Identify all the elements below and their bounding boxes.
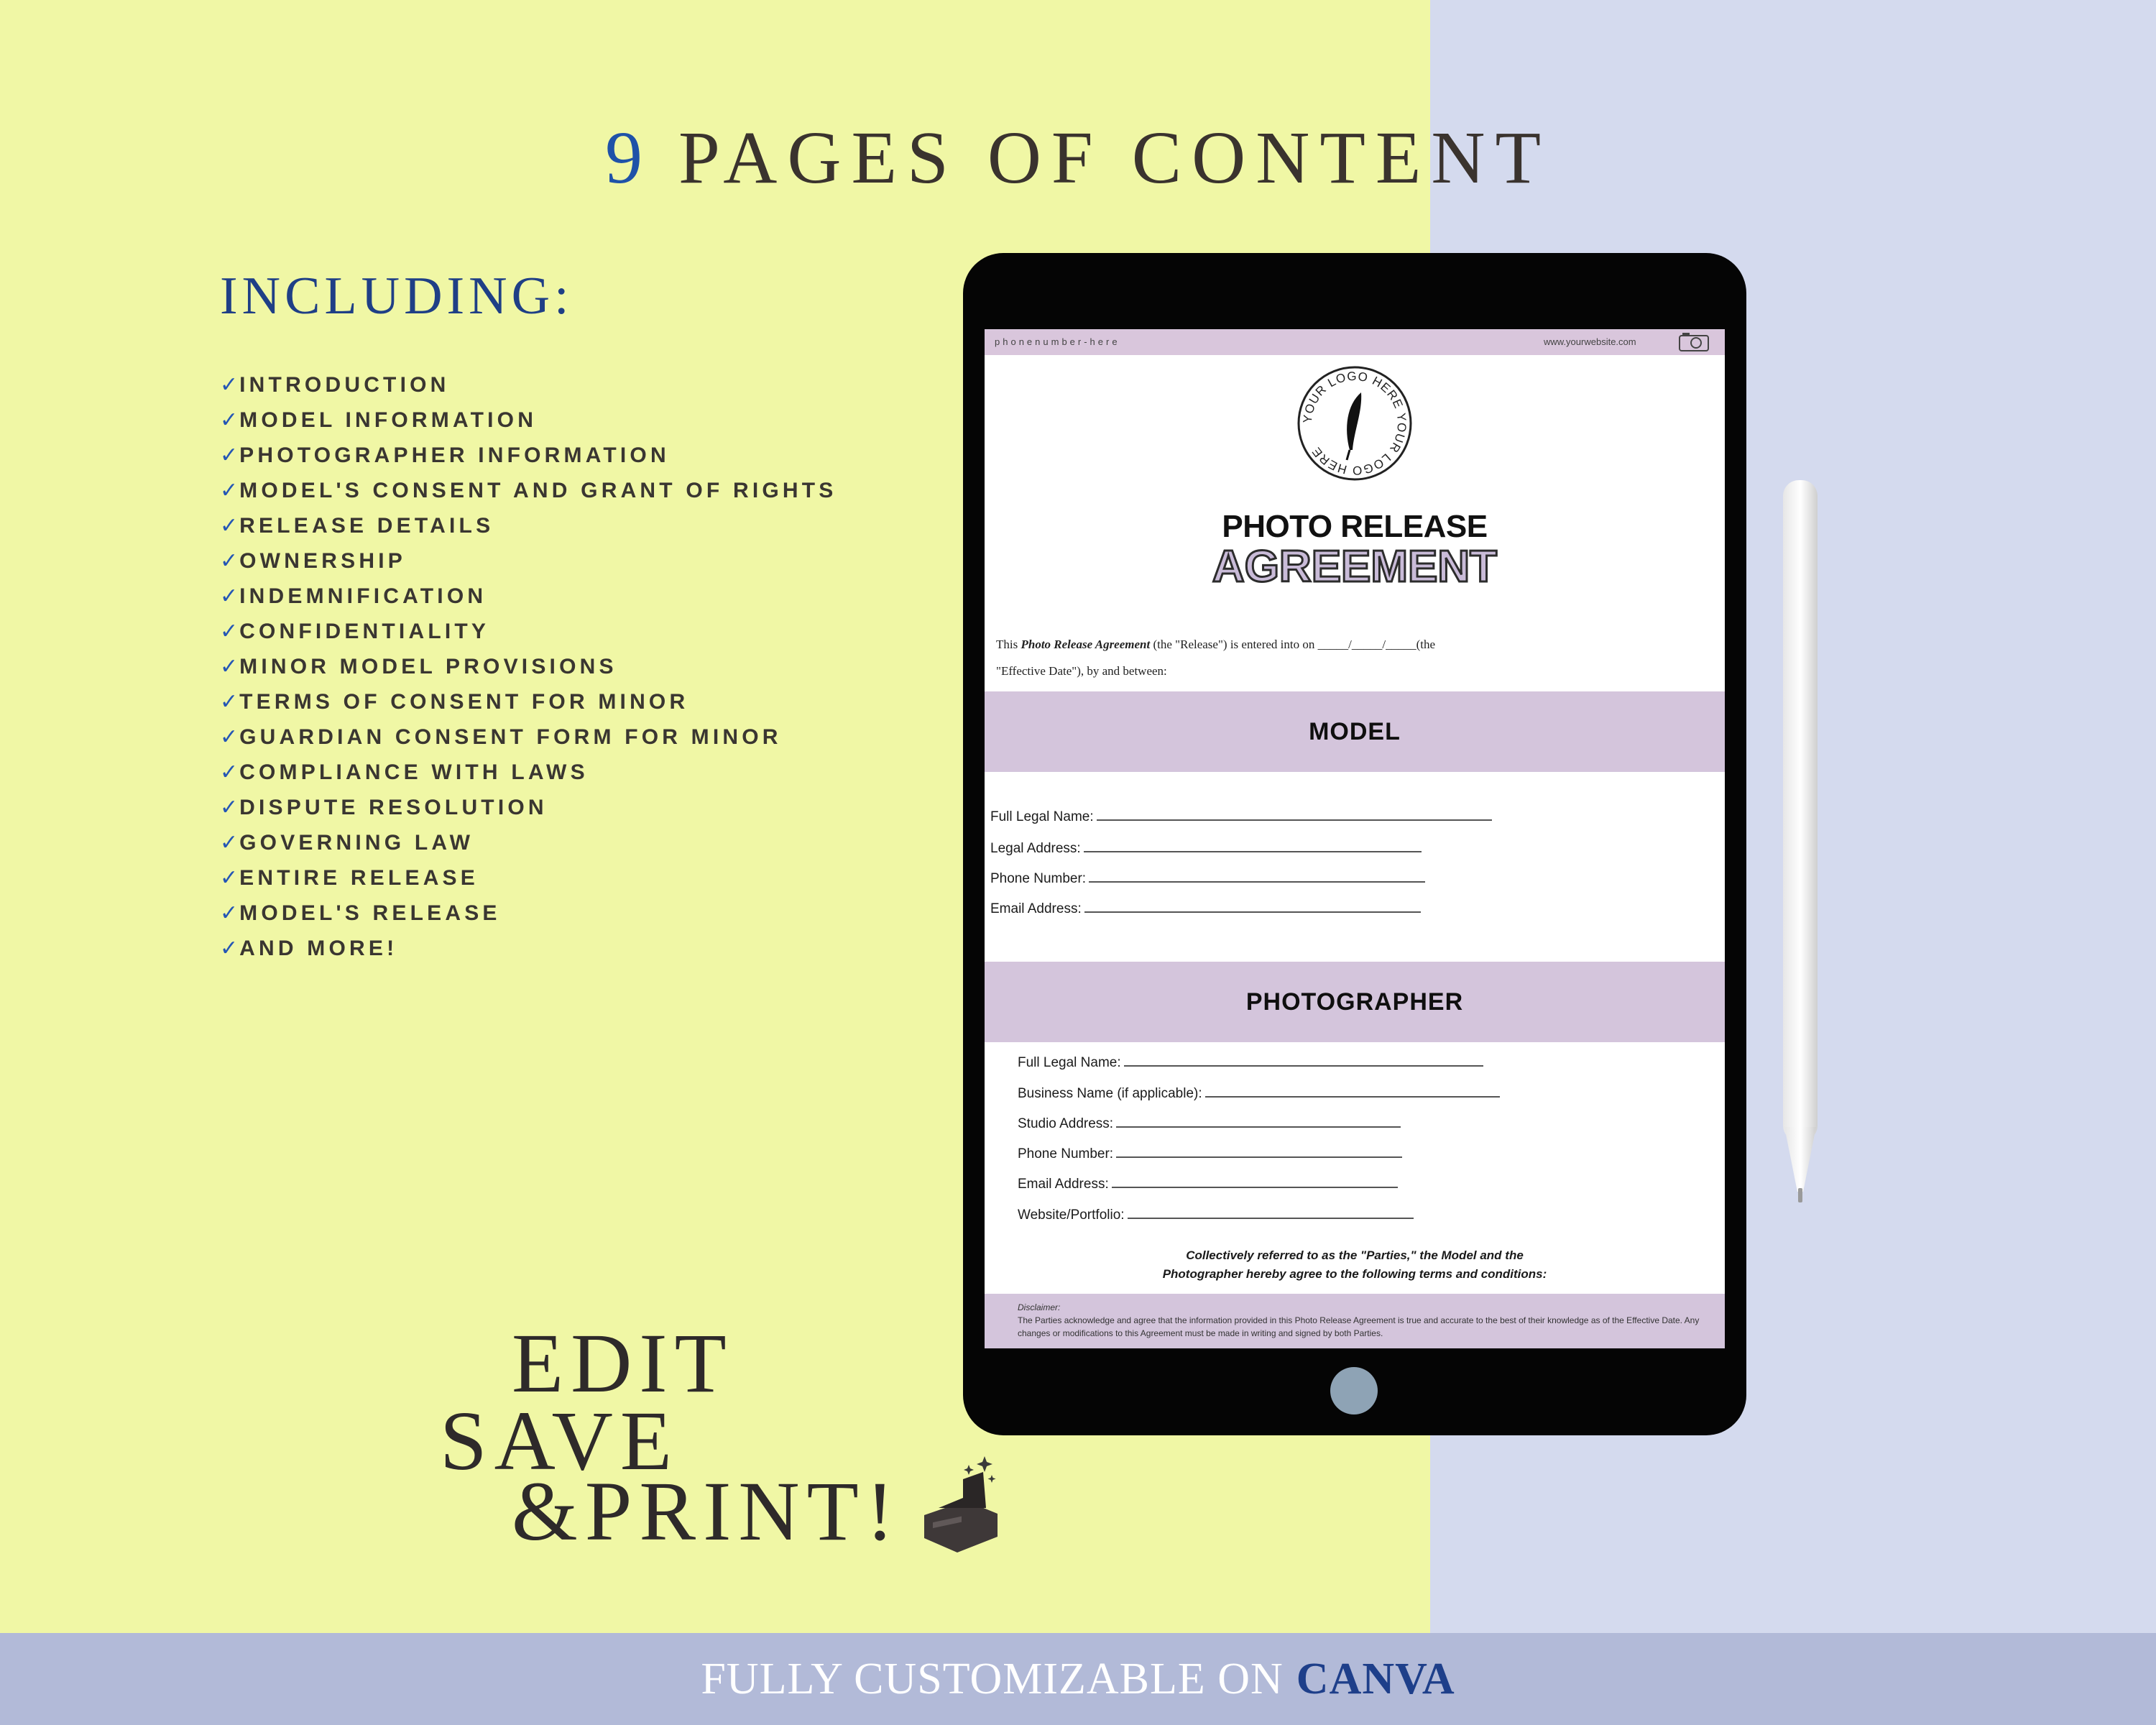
field-input-line[interactable] <box>1124 1055 1483 1067</box>
feature-item <box>220 934 837 969</box>
feature-item <box>220 405 837 441</box>
field-input-line[interactable] <box>1116 1146 1402 1158</box>
feature-item <box>220 898 837 934</box>
field-input-line[interactable] <box>1205 1086 1500 1098</box>
photographer-field[interactable] <box>1018 1177 1398 1192</box>
intro-post: (the "Release") is entered into on _____/_____/_____(the <box>1150 638 1435 651</box>
field-input-line[interactable] <box>1089 871 1425 883</box>
feature-list <box>220 370 837 969</box>
field-label: Full Legal Name: <box>1018 1055 1121 1070</box>
intro-line2: "Effective Date"), by and between: <box>996 664 1167 678</box>
tablet-screen-document[interactable] <box>985 329 1725 1348</box>
doc-intro <box>996 631 1715 684</box>
model-field[interactable] <box>990 809 1492 825</box>
field-label: Full Legal Name: <box>990 809 1094 824</box>
feature-item <box>220 441 837 476</box>
feature-item <box>220 617 837 652</box>
feature-label: DISPUTE RESOLUTION <box>239 796 548 819</box>
field-input-line[interactable] <box>1097 809 1492 821</box>
checkmark-icon: ✓ <box>220 549 239 573</box>
checkmark-icon: ✓ <box>220 443 239 467</box>
intro-emphasis: Photo Release Agreement <box>1021 638 1151 651</box>
checkmark-icon: ✓ <box>220 620 239 643</box>
photographer-field[interactable] <box>1018 1086 1500 1102</box>
feature-label: MODEL'S CONSENT AND GRANT OF RIGHTS <box>239 479 837 502</box>
cta-edit: EDIT <box>512 1316 734 1410</box>
collective-line2: Photographer hereby agree to the following terms and conditions: <box>1162 1267 1547 1281</box>
checkmark-icon: ✓ <box>220 725 239 749</box>
field-label: Studio Address: <box>1018 1116 1114 1131</box>
tablet-home-button[interactable] <box>1330 1367 1378 1414</box>
field-input-line[interactable] <box>1116 1116 1401 1128</box>
feature-item <box>220 511 837 546</box>
feature-label: GUARDIAN CONSENT FORM FOR MINOR <box>239 725 782 749</box>
checkmark-icon: ✓ <box>220 937 239 960</box>
camera-icon <box>1678 332 1710 352</box>
footer-text: FULLY CUSTOMIZABLE ON <box>701 1654 1284 1703</box>
doc-disclaimer <box>985 1294 1725 1348</box>
doc-phone-placeholder: phonenumber-here <box>995 336 1120 347</box>
feature-item <box>220 687 837 722</box>
feature-item <box>220 476 837 511</box>
checkmark-icon: ✓ <box>220 514 239 538</box>
model-field[interactable] <box>990 871 1425 887</box>
printer-icon <box>920 1453 1000 1554</box>
checkmark-icon: ✓ <box>220 690 239 714</box>
feature-label: MODEL'S RELEASE <box>239 901 501 925</box>
feature-item <box>220 652 837 687</box>
disclaimer-text: The Parties acknowledge and agree that the information provided in this Photo Release Agreement is true and accurate to the best of their knowledge as of the Effective Date. Any changes or modifications to this Agreement must be made in writing and signed by both Parties. <box>1018 1315 1700 1338</box>
checkmark-icon: ✓ <box>220 584 239 608</box>
field-input-line[interactable] <box>1084 841 1422 852</box>
feature-label: ENTIRE RELEASE <box>239 866 479 890</box>
logo-placeholder-icon <box>1296 365 1413 482</box>
feature-label: RELEASE DETAILS <box>239 514 494 538</box>
including-label: INCLUDING: <box>220 267 573 326</box>
field-input-line[interactable] <box>1084 901 1421 913</box>
checkmark-icon: ✓ <box>220 408 239 432</box>
photographer-field[interactable] <box>1018 1146 1402 1162</box>
feature-label: AND MORE! <box>239 937 398 960</box>
field-input-line[interactable] <box>1112 1177 1398 1188</box>
checkmark-icon: ✓ <box>220 901 239 925</box>
feature-label: MINOR MODEL PROVISIONS <box>239 655 617 678</box>
feature-label: GOVERNING LAW <box>239 831 474 855</box>
feature-label: INDEMNIFICATION <box>239 584 487 608</box>
intro-pre: This <box>996 638 1021 651</box>
checkmark-icon: ✓ <box>220 796 239 819</box>
field-label: Legal Address: <box>990 841 1081 856</box>
feature-item <box>220 722 837 758</box>
model-field[interactable] <box>990 841 1422 857</box>
disclaimer-title: Disclaimer: <box>1018 1302 1061 1312</box>
feature-label: MODEL INFORMATION <box>239 408 538 432</box>
checkmark-icon: ✓ <box>220 655 239 678</box>
feature-label: OWNERSHIP <box>239 549 406 573</box>
model-section-heading: MODEL <box>985 691 1725 772</box>
field-label: Email Address: <box>1018 1177 1109 1192</box>
feature-item <box>220 546 837 581</box>
feature-label: TERMS OF CONSENT FOR MINOR <box>239 690 689 714</box>
field-label: Email Address: <box>990 901 1082 916</box>
doc-title-line2: AGREEMENT <box>1212 542 1498 592</box>
footer-brand: CANVA <box>1296 1654 1455 1703</box>
checkmark-icon: ✓ <box>220 831 239 855</box>
feature-label: PHOTOGRAPHER INFORMATION <box>239 443 670 467</box>
doc-header <box>985 329 1725 355</box>
checkmark-icon: ✓ <box>220 373 239 397</box>
field-input-line[interactable] <box>1128 1208 1414 1219</box>
feature-label: INTRODUCTION <box>239 373 450 397</box>
feature-item <box>220 828 837 863</box>
cta-print: &PRINT! <box>512 1464 901 1558</box>
photographer-section-heading: PHOTOGRAPHER <box>985 962 1725 1042</box>
headline <box>0 115 2156 201</box>
doc-collective-statement <box>985 1246 1725 1284</box>
feature-item <box>220 581 837 617</box>
footer-banner <box>0 1633 2156 1725</box>
model-field[interactable] <box>990 901 1421 917</box>
feature-label: CONFIDENTIALITY <box>239 620 490 643</box>
field-label: Business Name (if applicable): <box>1018 1086 1202 1101</box>
headline-number: 9 <box>604 116 653 199</box>
feature-label: COMPLIANCE WITH LAWS <box>239 760 589 784</box>
checkmark-icon: ✓ <box>220 479 239 502</box>
collective-line1: Collectively referred to as the "Parties," the Model and the <box>1186 1248 1524 1262</box>
field-label: Phone Number: <box>990 871 1087 886</box>
photographer-field[interactable] <box>1018 1055 1483 1071</box>
stylus-pencil <box>1782 480 1819 1206</box>
doc-title-line1: PHOTO RELEASE <box>1222 509 1488 544</box>
doc-website-placeholder: www.yourwebsite.com <box>1544 336 1636 347</box>
feature-item <box>220 793 837 828</box>
cta-save: SAVE <box>440 1394 679 1488</box>
field-label: Website/Portfolio: <box>1018 1208 1125 1223</box>
headline-text: PAGES OF CONTENT <box>678 116 1552 199</box>
logo-ring-text: YOUR LOGO HERE YOUR LOGO HERE <box>1300 369 1409 478</box>
field-label: Phone Number: <box>1018 1146 1114 1162</box>
checkmark-icon: ✓ <box>220 866 239 890</box>
photographer-field[interactable] <box>1018 1208 1414 1223</box>
feature-item <box>220 370 837 405</box>
checkmark-icon: ✓ <box>220 760 239 784</box>
feature-item <box>220 863 837 898</box>
photographer-field[interactable] <box>1018 1116 1401 1132</box>
feature-item <box>220 758 837 793</box>
